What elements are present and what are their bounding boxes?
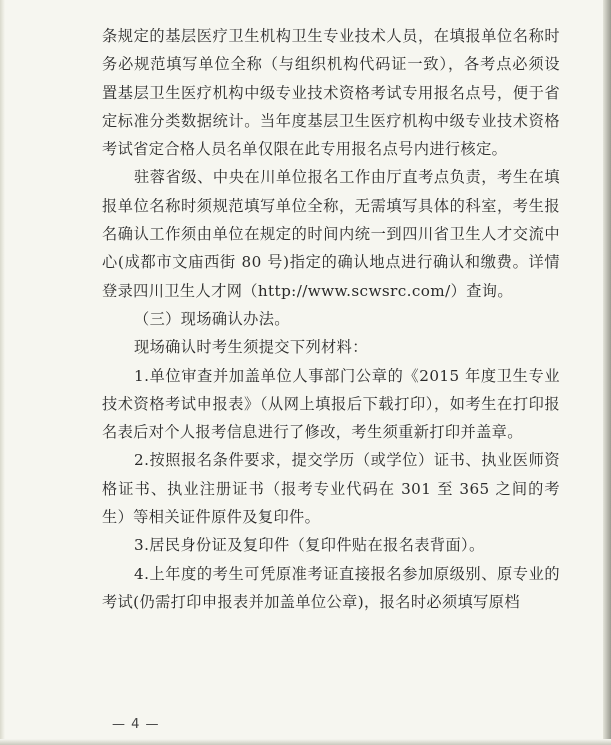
paragraph-continuation: 条规定的基层医疗卫生机构卫生专业技术人员，在填报单位名称时务必规范填写单位全称（与组织机构代码证一致），各考点必须设置基层卫生医疗机构中级专业技术资格考试专用报名点号，便于省定标准分类数据统计。当年度基层卫生医疗机构中级专业技术资格考试省定合格人员名单仅限在此专用报名点号内进行核定。 xyxy=(102,27,560,159)
list-item-application-form: 1.单位审查并加盖单位人事部门公章的《2015 年度卫生专业技术资格考试申报表》（从网上填报后下载打印），如考生在打印报名表后对个人报考信息进行了修改，考生须重新打印并盖章。 xyxy=(102,366,560,442)
page-number: — 4 — xyxy=(112,717,160,732)
paragraph-materials-intro: 现场确认时考生须提交下列材料： xyxy=(134,338,368,357)
page-edge-right xyxy=(603,0,611,745)
document-body xyxy=(102,22,560,616)
paragraph-provincial-units: 驻蓉省级、中央在川单位报名工作由厅直考点负责，考生在填报单位名称时须规范填写单位全称，无需填写具体的科室，考生报名确认工作须由单位在规定的时间内统一到四川省卫生人才交流中心(成都市文庙西街 80 号)指定的确认地点进行确认和缴费。详情登录四川卫生人才网（http://www.scwsrc.com/）查询。 xyxy=(102,168,560,300)
page-edge-bottom xyxy=(0,739,611,745)
list-item-id-card: 3.居民身份证及复印件（复印件贴在报名表背面）。 xyxy=(134,536,485,555)
list-item-certificates: 2.按照报名条件要求，提交学历（或学位）证书、执业医师资格证书、执业注册证书（报考专业代码在 301 至 365 之间的考生）等相关证件原件及复印件。 xyxy=(102,451,560,527)
page-edge-left xyxy=(0,0,5,745)
list-item-previous-candidates: 4.上年度的考生可凭原准考证直接报名参加原级别、原专业的考试(仍需打印申报表并加盖单位公章)，报名时必须填写原档 xyxy=(102,564,560,611)
section-heading-onsite-confirmation: （三）现场确认办法。 xyxy=(134,309,290,328)
